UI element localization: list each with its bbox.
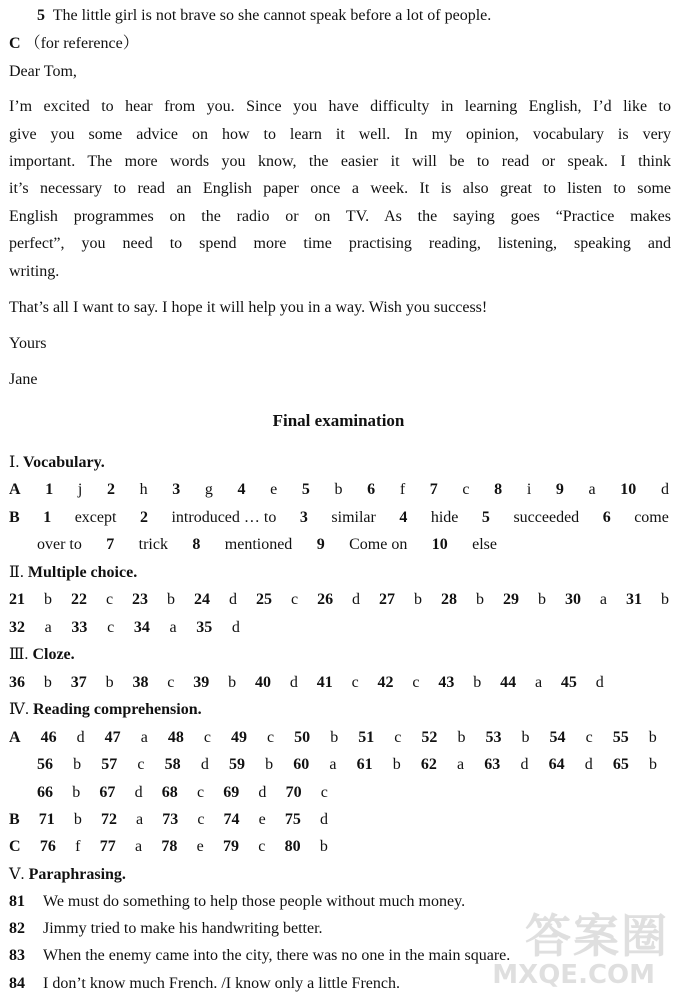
answer-value: f	[75, 838, 81, 855]
answer-row	[9, 728, 657, 748]
answer-value: c	[167, 674, 175, 691]
answer-value: a	[329, 756, 337, 773]
answer-value: Come on	[349, 536, 408, 553]
answer-value: introduced … to	[171, 509, 277, 526]
item-number: 29	[502, 591, 519, 608]
section-heading-vocabulary	[9, 453, 105, 473]
answer-value: a	[599, 591, 608, 608]
answer-row	[9, 673, 604, 693]
item-number: 73	[162, 811, 179, 828]
letter-line: important. The more words you know, the easier it will be to read or speak. I think	[9, 153, 671, 170]
answer-row	[9, 810, 328, 830]
answer-value: c	[107, 619, 115, 636]
roman-numeral: Ⅱ.	[9, 564, 24, 581]
answer-value: e	[270, 481, 278, 498]
item-number: 48	[167, 729, 184, 746]
answer-row	[9, 590, 669, 610]
item-number: 50	[294, 729, 311, 746]
answer-row	[9, 837, 328, 857]
answer-value: c	[137, 756, 145, 773]
answer-value: c	[203, 729, 211, 746]
answer-value: trick	[138, 536, 168, 553]
item-number: 37	[70, 674, 87, 691]
item-number: 5	[301, 481, 310, 498]
item-number: 2	[106, 481, 115, 498]
answer-value: d	[352, 591, 361, 608]
section-c-line	[9, 34, 671, 54]
answer-value: b	[72, 784, 81, 801]
letter-line: it’s necessary to read an English paper once a week. It is also great to listen to some	[9, 180, 671, 197]
item-number: 1	[45, 481, 54, 498]
letter-greeting: Dear Tom,	[9, 63, 77, 80]
answer-value: d	[231, 619, 240, 636]
item-number: 10	[620, 481, 637, 498]
answer-value: b	[330, 729, 339, 746]
answer-value: d	[660, 481, 669, 498]
item-number: 44	[500, 674, 517, 691]
answer-value: b	[319, 838, 328, 855]
item-number: 64	[548, 756, 565, 773]
answer-value: b	[649, 756, 657, 773]
item-number: 52	[421, 729, 438, 746]
item-number: 9	[555, 481, 564, 498]
letter-signature: Jane	[9, 371, 38, 388]
answer-value: a	[457, 756, 465, 773]
watermark-logo	[489, 900, 669, 990]
answer-value: i	[526, 481, 532, 498]
item-number: 6	[367, 481, 376, 498]
answer-value: b	[265, 756, 274, 773]
answer-value: b	[43, 591, 52, 608]
letter-line: perfect”, you need to spend more time practising reading, listening, speaking and	[9, 235, 671, 252]
answer-value: a	[169, 619, 177, 636]
item-number: 71	[38, 811, 55, 828]
answer-value: b	[392, 756, 401, 773]
answer-value: e	[196, 838, 204, 855]
answer-value: b	[537, 591, 546, 608]
answer-row	[9, 618, 240, 638]
item-number: 5	[37, 7, 45, 24]
answer-value: a	[134, 838, 143, 855]
answer-value: c	[290, 591, 299, 608]
item-number: C	[9, 838, 21, 855]
answer-value: d	[289, 674, 298, 691]
item-number: 82	[9, 920, 25, 937]
answer-value: b	[43, 674, 52, 691]
item-number: 2	[139, 509, 148, 526]
item-number: 80	[284, 838, 301, 855]
answer-line-5	[37, 6, 671, 26]
item-number: 81	[9, 893, 25, 910]
answer-value: over to	[37, 536, 82, 553]
answer-value: d	[584, 756, 593, 773]
item-number: 76	[39, 838, 56, 855]
answer-value: d	[200, 756, 209, 773]
answer-row	[37, 755, 657, 775]
answer-value: b	[73, 811, 82, 828]
item-number: 45	[560, 674, 577, 691]
item-number: 24	[194, 591, 211, 608]
answer-value: c	[462, 481, 470, 498]
item-number: 53	[485, 729, 502, 746]
section-title: Vocabulary.	[23, 454, 105, 471]
item-number: 49	[231, 729, 247, 746]
answer-value: d	[595, 674, 604, 691]
item-number: 51	[358, 729, 375, 746]
item-number: 83	[9, 947, 25, 964]
answer-value: b	[167, 591, 176, 608]
item-number: 31	[626, 591, 643, 608]
answer-value: a	[534, 674, 543, 691]
item-number: 8	[192, 536, 201, 553]
watermark-text: 答案圈	[525, 909, 669, 963]
answer-value: g	[204, 481, 213, 498]
letter-paragraph-2: That’s all I want to say. I hope it will help you in a way. Wish you success!	[9, 299, 488, 316]
answer-value: d	[76, 729, 85, 746]
item-number: 41	[316, 674, 333, 691]
item-number: 32	[9, 619, 25, 636]
item-number: 6	[602, 509, 611, 526]
answer-row	[9, 480, 669, 500]
answer-value: e	[258, 811, 266, 828]
answer-value: b	[414, 591, 423, 608]
item-number: 4	[399, 509, 408, 526]
item-number: 25	[255, 591, 272, 608]
item-number: 57	[101, 756, 118, 773]
answer-value: d	[258, 784, 267, 801]
answer-value: b	[475, 591, 484, 608]
letter-line: writing.	[9, 263, 60, 280]
section-title: Paraphrasing.	[28, 866, 126, 883]
item-number: B	[9, 811, 20, 828]
item-number: 39	[193, 674, 210, 691]
answer-value: b	[648, 729, 657, 746]
section-title: Cloze.	[32, 646, 75, 663]
answer-value: similar	[331, 509, 376, 526]
answer-value: d	[134, 784, 143, 801]
item-text: The little girl is not brave so she cannot speak before a lot of people.	[52, 7, 492, 24]
item-number: 43	[438, 674, 455, 691]
item-number: 54	[549, 729, 566, 746]
item-number: 33	[71, 619, 88, 636]
answer-value: c	[197, 811, 205, 828]
answer-row	[37, 535, 497, 555]
item-number: 84	[9, 975, 25, 992]
answer-value: b	[105, 674, 114, 691]
item-number: 5	[481, 509, 490, 526]
answer-value: b	[521, 729, 530, 746]
item-number: 21	[9, 591, 25, 608]
item-number: A	[9, 481, 21, 498]
item-number: 3	[172, 481, 181, 498]
item-number: 68	[161, 784, 178, 801]
watermark-url: MXQE.COM	[492, 960, 655, 990]
item-text: We must do something to help those people without much money.	[43, 893, 466, 910]
item-number: 77	[99, 838, 116, 855]
answer-value: c	[105, 591, 114, 608]
item-number: 67	[99, 784, 116, 801]
answer-value: a	[588, 481, 596, 498]
item-text: When the enemy came into the city, there was no one in the main square.	[43, 947, 511, 964]
item-number: 56	[37, 756, 53, 773]
item-number: 69	[223, 784, 240, 801]
item-number: 70	[285, 784, 302, 801]
item-text: Jimmy tried to make his handwriting better.	[43, 920, 323, 937]
item-number: 74	[223, 811, 240, 828]
answer-value: c	[258, 838, 266, 855]
letter-line: I’m excited to hear from you. Since you have difficulty in learning English, I’d like to	[9, 98, 671, 115]
section-heading-multiple-choice	[9, 563, 137, 583]
answer-value: a	[44, 619, 52, 636]
item-number: 63	[484, 756, 501, 773]
answer-value: c	[394, 729, 402, 746]
answer-value: b	[334, 481, 343, 498]
roman-numeral: Ⅳ.	[9, 701, 29, 718]
item-number: 46	[40, 729, 57, 746]
item-number: B	[9, 509, 20, 526]
answer-value: hide	[430, 509, 459, 526]
answer-value: c	[585, 729, 593, 746]
item-number: 10	[431, 536, 448, 553]
item-number: 59	[228, 756, 245, 773]
item-number: 79	[222, 838, 239, 855]
answer-value: c	[196, 784, 205, 801]
item-number: 7	[106, 536, 115, 553]
item-number: 36	[9, 674, 25, 691]
letter-closing: Yours	[9, 335, 47, 352]
item-number: A	[9, 729, 21, 746]
roman-numeral: Ⅲ.	[9, 646, 29, 663]
section-heading-cloze	[9, 645, 75, 665]
section-heading-reading	[9, 700, 202, 720]
item-number: 3	[299, 509, 308, 526]
answer-value: b	[73, 756, 82, 773]
item-number: 47	[104, 729, 121, 746]
item-number: 7	[429, 481, 438, 498]
answer-value: j	[77, 481, 83, 498]
answer-value: come	[634, 509, 669, 526]
item-number: 22	[70, 591, 87, 608]
item-number: 4	[237, 481, 246, 498]
item-number: 55	[612, 729, 629, 746]
item-number: 62	[420, 756, 437, 773]
section-heading-paraphrasing	[9, 865, 126, 885]
item-number: 38	[132, 674, 149, 691]
answer-value: c	[351, 674, 359, 691]
section-label: C	[9, 35, 21, 52]
answer-value: b	[661, 591, 669, 608]
answer-value: f	[399, 481, 406, 498]
answer-value: succeeded	[513, 509, 580, 526]
answer-value: d	[229, 591, 237, 608]
item-number: 28	[441, 591, 457, 608]
item-number: 8	[494, 481, 503, 498]
answer-value: c	[320, 784, 328, 801]
letter-line: English programmes on the radio or on TV. As the saying goes “Practice makes	[9, 208, 671, 225]
item-number: 40	[254, 674, 271, 691]
item-number: 61	[356, 756, 373, 773]
item-number: 34	[133, 619, 150, 636]
roman-numeral: Ⅴ.	[9, 866, 25, 883]
item-number: 42	[377, 674, 394, 691]
item-number: 9	[316, 536, 325, 553]
item-number: 66	[37, 784, 53, 801]
item-number: 23	[132, 591, 149, 608]
answer-value: d	[319, 811, 328, 828]
answer-value: except	[74, 509, 117, 526]
item-number: 60	[293, 756, 310, 773]
section-title: Reading comprehension.	[32, 701, 202, 718]
answer-value: b	[473, 674, 482, 691]
section-note: （for reference）	[24, 35, 139, 52]
answer-value: b	[228, 674, 237, 691]
item-number: 30	[564, 591, 581, 608]
item-number: 78	[161, 838, 178, 855]
answer-value: a	[140, 729, 148, 746]
letter-line: give you some advice on how to learn it well. In my opinion, vocabulary is very	[9, 126, 671, 143]
answer-row	[9, 508, 669, 528]
answer-value: c	[267, 729, 275, 746]
item-number: 58	[164, 756, 181, 773]
item-number: 27	[379, 591, 396, 608]
item-number: 75	[284, 811, 301, 828]
exam-title: Final examination	[272, 411, 405, 430]
answer-value: b	[457, 729, 466, 746]
item-number: 35	[196, 619, 213, 636]
section-title: Multiple choice.	[27, 564, 138, 581]
item-number: 1	[43, 509, 52, 526]
item-text: I don’t know much French. /I know only a little French.	[43, 975, 400, 992]
answer-value: h	[139, 481, 148, 498]
item-number: 65	[612, 756, 629, 773]
roman-numeral: Ⅰ.	[9, 454, 20, 471]
item-number: 72	[100, 811, 117, 828]
item-number: 26	[317, 591, 334, 608]
answer-row	[37, 783, 328, 803]
answer-value: a	[136, 811, 144, 828]
answer-value: c	[412, 674, 420, 691]
answer-value: else	[472, 536, 497, 553]
answer-value: d	[520, 756, 529, 773]
answer-value: mentioned	[224, 536, 293, 553]
